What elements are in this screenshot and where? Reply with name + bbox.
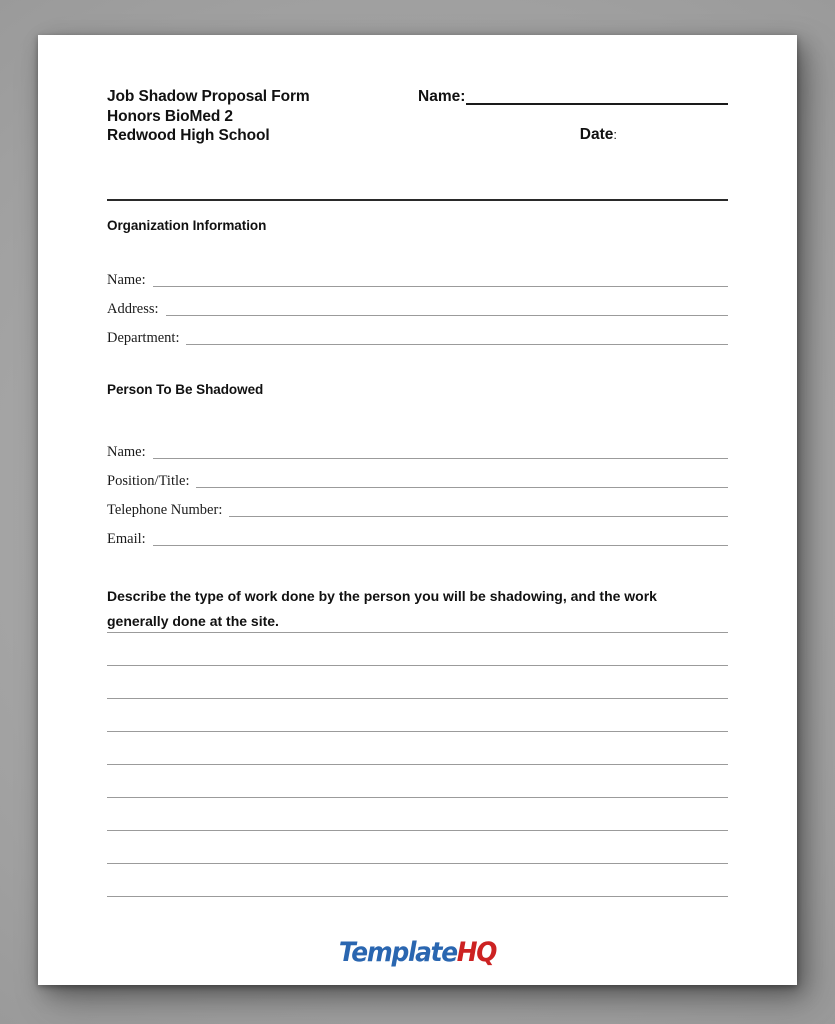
field-label-person-position: Position/Title: xyxy=(107,473,190,489)
field-org-name[interactable] xyxy=(107,268,728,288)
header-date-field[interactable] xyxy=(107,125,728,145)
header-name-label: Name: xyxy=(418,88,466,105)
field-org-department[interactable] xyxy=(107,326,728,346)
field-input-person-email[interactable] xyxy=(153,545,728,546)
page-content-area xyxy=(107,35,728,985)
logo-text-template: Template xyxy=(338,937,457,968)
field-label-person-name: Name: xyxy=(107,444,146,460)
header-name-field[interactable] xyxy=(418,87,728,107)
field-input-person-telephone[interactable] xyxy=(229,516,728,517)
answer-line[interactable] xyxy=(107,830,728,831)
form-title-line-2: Honors BioMed 2 xyxy=(107,107,233,125)
form-header xyxy=(107,87,728,146)
field-input-person-name[interactable] xyxy=(153,458,728,459)
form-title-line-1: Job Shadow Proposal Form xyxy=(107,88,310,105)
field-input-org-name[interactable] xyxy=(153,286,728,287)
field-label-person-telephone: Telephone Number: xyxy=(107,502,223,518)
section-heading-organization: Organization Information xyxy=(107,218,267,233)
templatehq-logo xyxy=(107,938,728,968)
answer-line[interactable] xyxy=(107,863,728,864)
logo-wordmark xyxy=(339,938,496,968)
field-person-telephone[interactable] xyxy=(107,498,728,518)
section-heading-person: Person To Be Shadowed xyxy=(107,382,264,397)
document-page xyxy=(38,35,797,985)
answer-line[interactable] xyxy=(107,797,728,798)
answer-line[interactable] xyxy=(107,764,728,765)
field-input-org-department[interactable] xyxy=(186,344,728,345)
field-person-position[interactable] xyxy=(107,469,728,489)
answer-line[interactable] xyxy=(107,896,728,897)
field-org-address[interactable] xyxy=(107,297,728,317)
field-label-org-name: Name: xyxy=(107,272,146,288)
answer-line[interactable] xyxy=(107,665,728,666)
field-person-name[interactable] xyxy=(107,440,728,460)
field-input-org-address[interactable] xyxy=(166,315,728,316)
field-label-org-department: Department: xyxy=(107,330,180,346)
answer-line[interactable] xyxy=(107,632,728,633)
field-label-org-address: Address: xyxy=(107,301,159,317)
header-bottom-rule[interactable] xyxy=(107,199,728,201)
header-date-label: Date: xyxy=(579,126,617,143)
description-prompt: Describe the type of work done by the person you will be shadowing, and the work generally done at the site. xyxy=(107,588,657,629)
form-title-line-3: Redwood High School xyxy=(107,127,270,144)
field-label-person-email: Email: xyxy=(107,531,146,547)
field-person-email[interactable] xyxy=(107,527,728,547)
field-input-person-position[interactable] xyxy=(196,487,728,488)
answer-line[interactable] xyxy=(107,731,728,732)
answer-line[interactable] xyxy=(107,698,728,699)
logo-text-hq: HQ xyxy=(456,937,497,968)
header-name-input-rule[interactable] xyxy=(466,103,728,105)
